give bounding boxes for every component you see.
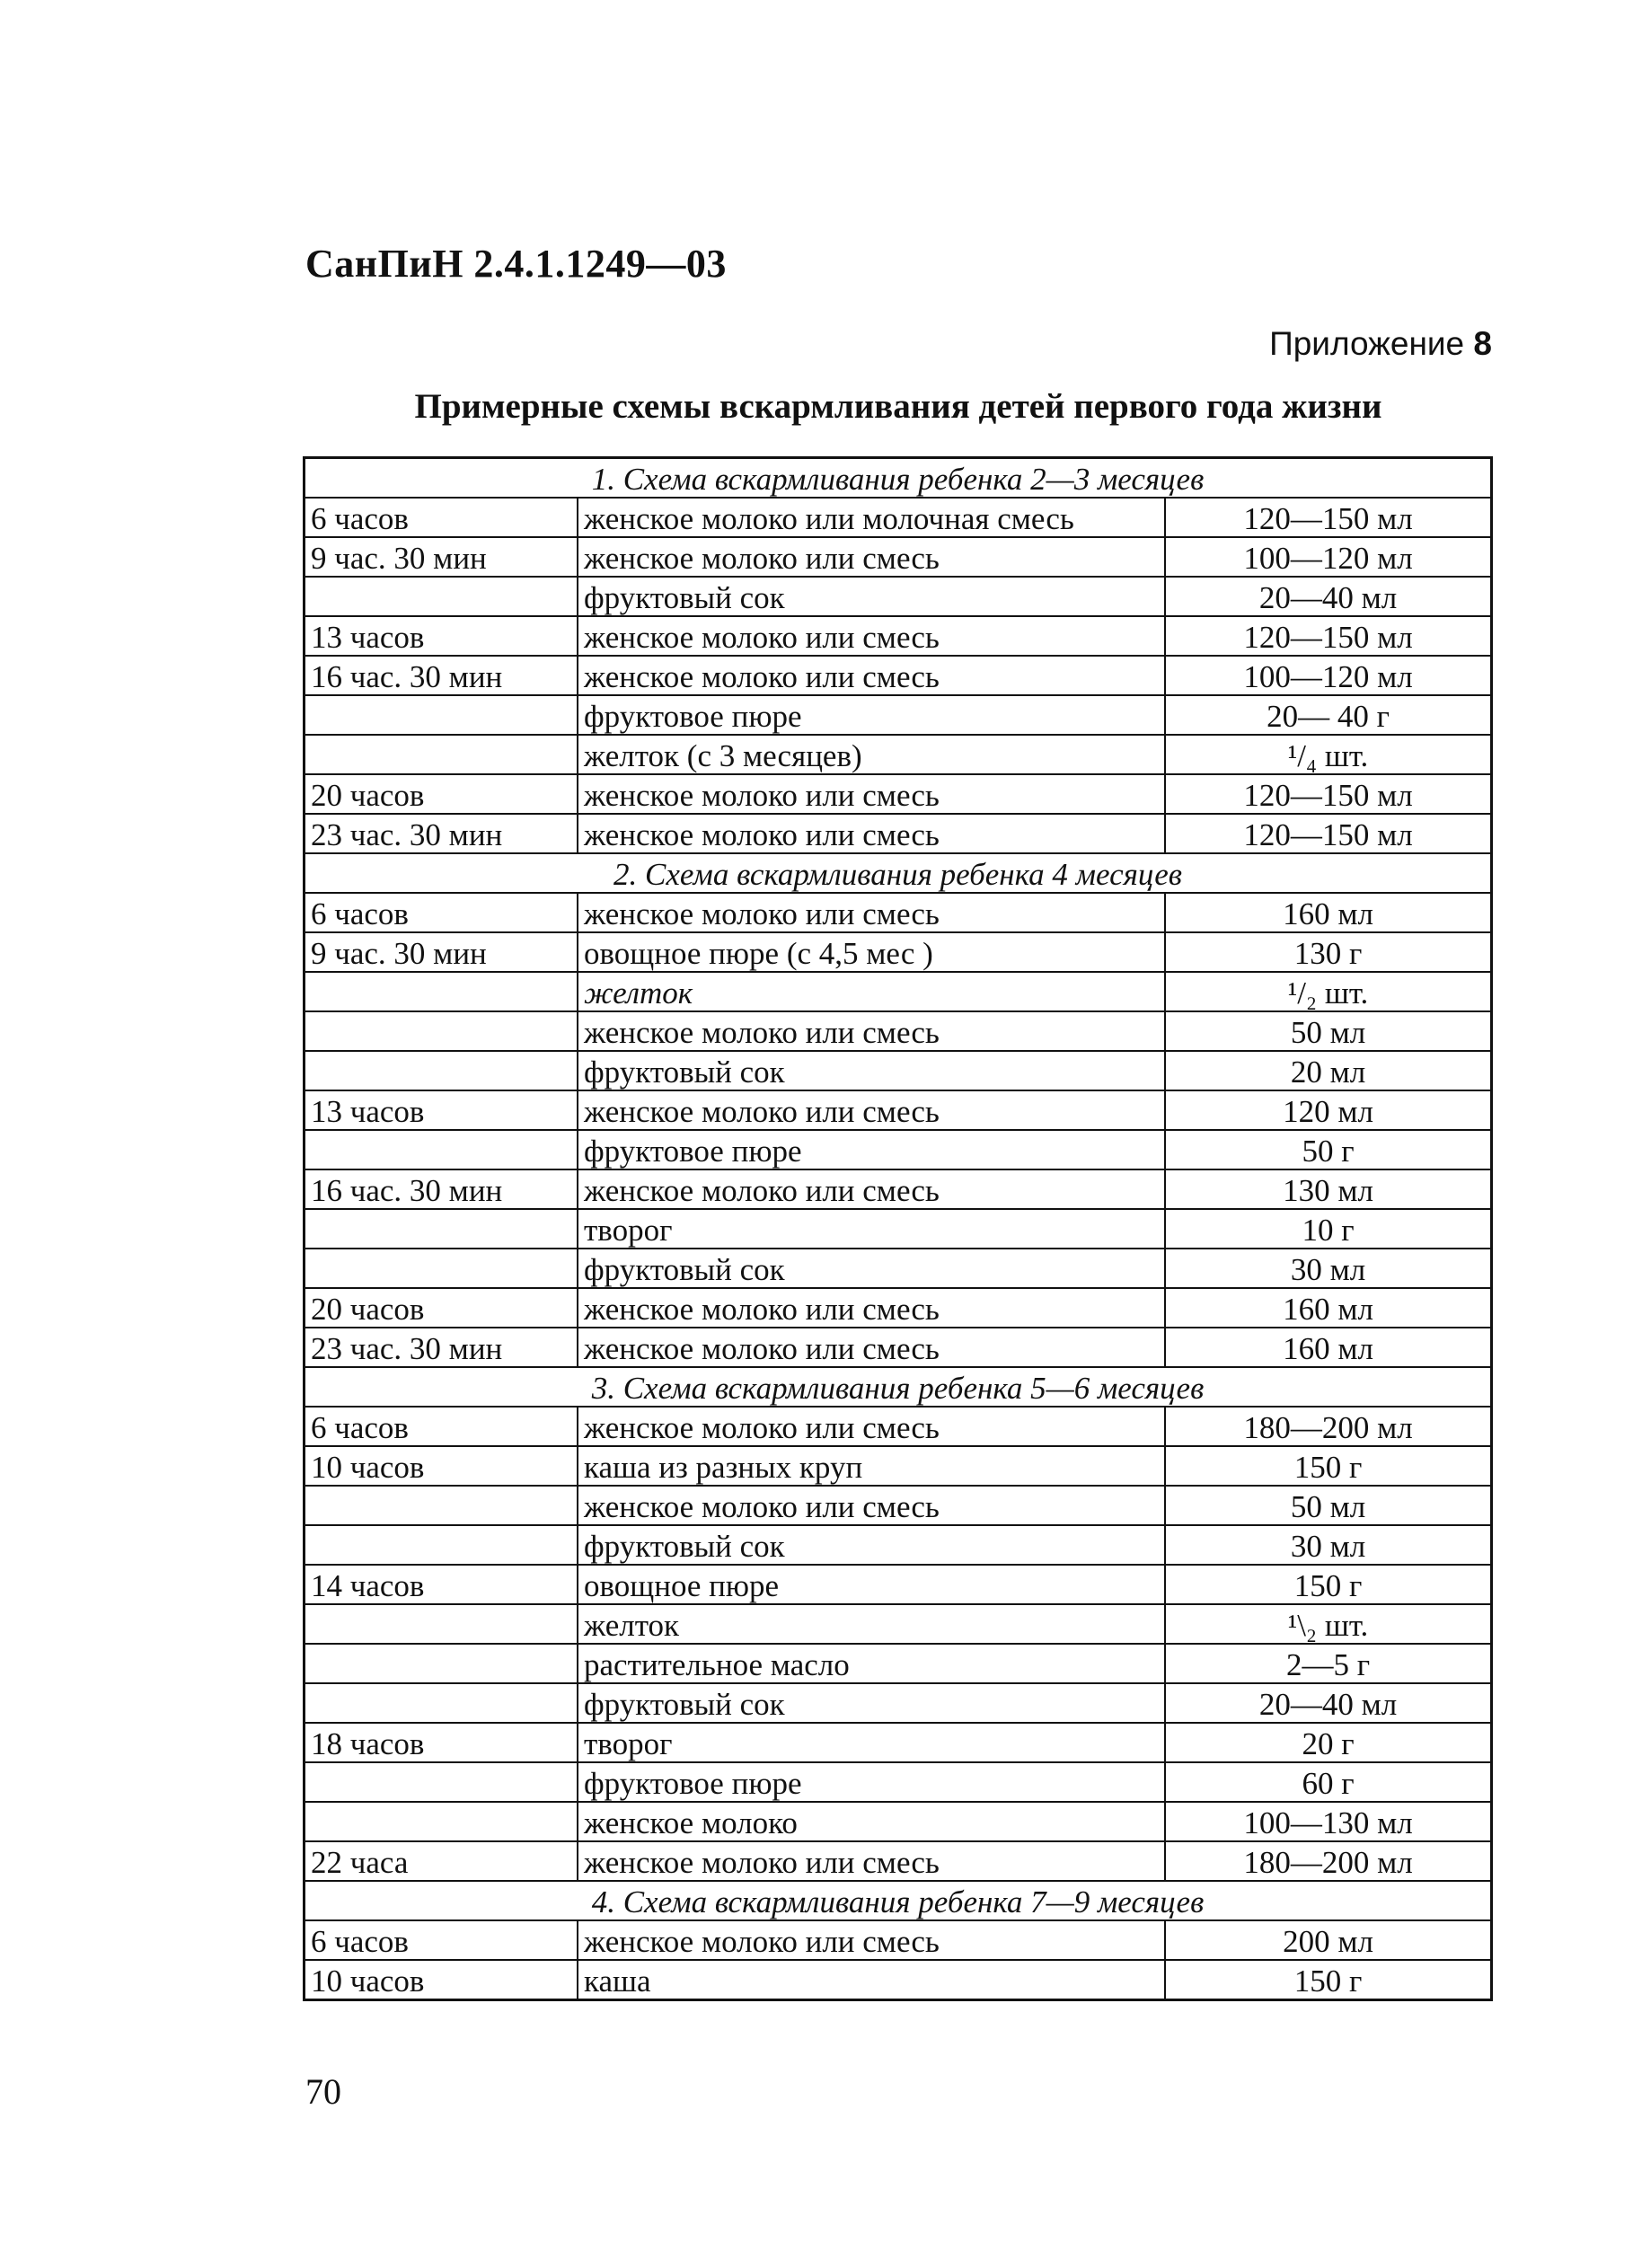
- table-row: [305, 1249, 1492, 1288]
- food-cell: творог: [578, 1723, 1165, 1762]
- time-cell: 6 часов: [305, 1407, 578, 1446]
- time-cell: 18 часов: [305, 1723, 578, 1762]
- section-heading: 2. Схема вскармливания ребенка 4 месяцев: [305, 853, 1492, 893]
- time-cell: 13 часов: [305, 616, 578, 656]
- amount-cell: 130 г: [1165, 932, 1492, 972]
- time-cell: 23 час. 30 мин: [305, 1328, 578, 1367]
- section-heading: 4. Схема вскармливания ребенка 7—9 месяцев: [305, 1881, 1492, 1920]
- table-row: [305, 577, 1492, 616]
- table-row: [305, 1683, 1492, 1723]
- time-cell: 6 часов: [305, 498, 578, 537]
- table-row: [305, 893, 1492, 932]
- amount-cell: 20— 40 г: [1165, 695, 1492, 735]
- food-cell: творог: [578, 1209, 1165, 1249]
- amount-cell: 120—150 мл: [1165, 774, 1492, 814]
- food-cell: желток: [578, 1604, 1165, 1644]
- section-heading-row: [305, 1367, 1492, 1407]
- table-row: [305, 1644, 1492, 1683]
- time-cell: [305, 735, 578, 774]
- food-cell: желток (с 3 месяцев): [578, 735, 1165, 774]
- time-cell: 14 часов: [305, 1565, 578, 1604]
- amount-cell: 100—120 мл: [1165, 537, 1492, 577]
- time-cell: [305, 1209, 578, 1249]
- food-cell: желток: [578, 972, 1165, 1011]
- appendix-label: [1269, 325, 1492, 363]
- amount-cell: 20—40 мл: [1165, 577, 1492, 616]
- amount-cell: 200 мл: [1165, 1920, 1492, 1960]
- amount-cell: 160 мл: [1165, 893, 1492, 932]
- time-cell: [305, 1683, 578, 1723]
- time-cell: 13 часов: [305, 1090, 578, 1130]
- food-cell: женское молоко или смесь: [578, 656, 1165, 695]
- document-header: СанПиН 2.4.1.1249—03: [305, 242, 727, 286]
- section-heading: 1. Схема вскармливания ребенка 2—3 месяцев: [305, 458, 1492, 499]
- time-cell: 9 час. 30 мин: [305, 537, 578, 577]
- section-heading-row: [305, 458, 1492, 499]
- table-row: [305, 735, 1492, 774]
- time-cell: [305, 1249, 578, 1288]
- table-row: [305, 1011, 1492, 1051]
- table-row: [305, 774, 1492, 814]
- amount-cell: 60 г: [1165, 1762, 1492, 1802]
- table-row: [305, 1130, 1492, 1169]
- amount-cell: ¹\₂ шт.: [1165, 1604, 1492, 1644]
- appendix-prefix: Приложение: [1269, 325, 1465, 362]
- time-cell: 6 часов: [305, 893, 578, 932]
- amount-cell: 160 мл: [1165, 1328, 1492, 1367]
- appendix-number: 8: [1473, 325, 1492, 362]
- amount-cell: 180—200 мл: [1165, 1841, 1492, 1881]
- time-cell: [305, 1802, 578, 1841]
- time-cell: 16 час. 30 мин: [305, 1169, 578, 1209]
- time-cell: [305, 1130, 578, 1169]
- time-cell: [305, 695, 578, 735]
- table-row: [305, 1090, 1492, 1130]
- amount-cell: 50 мл: [1165, 1011, 1492, 1051]
- food-cell: каша из разных круп: [578, 1446, 1165, 1486]
- food-cell: женское молоко или смесь: [578, 1328, 1165, 1367]
- page-number: 70: [305, 2071, 341, 2112]
- amount-cell: 20 г: [1165, 1723, 1492, 1762]
- table-row: [305, 537, 1492, 577]
- amount-cell: 20—40 мл: [1165, 1683, 1492, 1723]
- table-row: [305, 1841, 1492, 1881]
- food-cell: каша: [578, 1960, 1165, 2000]
- food-cell: женское молоко или смесь: [578, 893, 1165, 932]
- amount-cell: 120—150 мл: [1165, 616, 1492, 656]
- food-cell: женское молоко или смесь: [578, 1090, 1165, 1130]
- section-heading-row: [305, 853, 1492, 893]
- food-cell: женское молоко или смесь: [578, 1841, 1165, 1881]
- table-row: [305, 1802, 1492, 1841]
- food-cell: женское молоко или смесь: [578, 537, 1165, 577]
- amount-cell: 30 мл: [1165, 1525, 1492, 1565]
- amount-cell: 120—150 мл: [1165, 498, 1492, 537]
- time-cell: [305, 1644, 578, 1683]
- food-cell: женское молоко: [578, 1802, 1165, 1841]
- food-cell: женское молоко или смесь: [578, 814, 1165, 853]
- table-row: [305, 1328, 1492, 1367]
- table-row: [305, 1288, 1492, 1328]
- time-cell: 10 часов: [305, 1446, 578, 1486]
- table-body: [305, 458, 1492, 2000]
- time-cell: 16 час. 30 мин: [305, 656, 578, 695]
- food-cell: женское молоко или смесь: [578, 1920, 1165, 1960]
- table-row: [305, 1051, 1492, 1090]
- time-cell: [305, 577, 578, 616]
- time-cell: 9 час. 30 мин: [305, 932, 578, 972]
- table-row: [305, 1486, 1492, 1525]
- food-cell: фруктовый сок: [578, 1683, 1165, 1723]
- table-row: [305, 1525, 1492, 1565]
- feeding-schedule-table: [303, 456, 1493, 2001]
- food-cell: женское молоко или смесь: [578, 1486, 1165, 1525]
- amount-cell: 120 мл: [1165, 1090, 1492, 1130]
- table-row: [305, 656, 1492, 695]
- table-row: [305, 1960, 1492, 2000]
- food-cell: женское молоко или смесь: [578, 1011, 1165, 1051]
- amount-cell: 150 г: [1165, 1565, 1492, 1604]
- section-heading-row: [305, 1881, 1492, 1920]
- amount-cell: 2—5 г: [1165, 1644, 1492, 1683]
- table-row: [305, 1920, 1492, 1960]
- amount-cell: 130 мл: [1165, 1169, 1492, 1209]
- table-row: [305, 1446, 1492, 1486]
- table-row: [305, 1407, 1492, 1446]
- food-cell: женское молоко или смесь: [578, 1169, 1165, 1209]
- amount-cell: 160 мл: [1165, 1288, 1492, 1328]
- amount-cell: 180—200 мл: [1165, 1407, 1492, 1446]
- time-cell: 20 часов: [305, 1288, 578, 1328]
- time-cell: [305, 1762, 578, 1802]
- table-row: [305, 616, 1492, 656]
- time-cell: [305, 1011, 578, 1051]
- table-row: [305, 498, 1492, 537]
- amount-cell: 50 г: [1165, 1130, 1492, 1169]
- amount-cell: 50 мл: [1165, 1486, 1492, 1525]
- time-cell: 20 часов: [305, 774, 578, 814]
- food-cell: женское молоко или молочная смесь: [578, 498, 1165, 537]
- amount-cell: 10 г: [1165, 1209, 1492, 1249]
- food-cell: женское молоко или смесь: [578, 1407, 1165, 1446]
- table-row: [305, 1169, 1492, 1209]
- food-cell: растительное масло: [578, 1644, 1165, 1683]
- food-cell: овощное пюре (с 4,5 мес ): [578, 932, 1165, 972]
- food-cell: фруктовое пюре: [578, 1130, 1165, 1169]
- amount-cell: 150 г: [1165, 1960, 1492, 2000]
- table-row: [305, 695, 1492, 735]
- page-title: Примерные схемы вскармливания детей первого года жизни: [414, 387, 1382, 426]
- amount-cell: 100—120 мл: [1165, 656, 1492, 695]
- time-cell: [305, 972, 578, 1011]
- table-row: [305, 1762, 1492, 1802]
- amount-cell: 120—150 мл: [1165, 814, 1492, 853]
- table-row: [305, 1565, 1492, 1604]
- table-row: [305, 1604, 1492, 1644]
- time-cell: [305, 1051, 578, 1090]
- section-heading: 3. Схема вскармливания ребенка 5—6 месяцев: [305, 1367, 1492, 1407]
- time-cell: [305, 1486, 578, 1525]
- amount-cell: 30 мл: [1165, 1249, 1492, 1288]
- amount-cell: 100—130 мл: [1165, 1802, 1492, 1841]
- food-cell: женское молоко или смесь: [578, 1288, 1165, 1328]
- time-cell: 22 часа: [305, 1841, 578, 1881]
- time-cell: 6 часов: [305, 1920, 578, 1960]
- table-row: [305, 1723, 1492, 1762]
- table-row: [305, 932, 1492, 972]
- amount-cell: ¹/₂ шт.: [1165, 972, 1492, 1011]
- table-row: [305, 814, 1492, 853]
- food-cell: фруктовый сок: [578, 1249, 1165, 1288]
- food-cell: фруктовый сок: [578, 1525, 1165, 1565]
- food-cell: женское молоко или смесь: [578, 616, 1165, 656]
- time-cell: 23 час. 30 мин: [305, 814, 578, 853]
- table-row: [305, 972, 1492, 1011]
- amount-cell: 20 мл: [1165, 1051, 1492, 1090]
- time-cell: [305, 1525, 578, 1565]
- time-cell: 10 часов: [305, 1960, 578, 2000]
- food-cell: фруктовый сок: [578, 1051, 1165, 1090]
- food-cell: фруктовый сок: [578, 577, 1165, 616]
- amount-cell: ¹/₄ шт.: [1165, 735, 1492, 774]
- food-cell: фруктовое пюре: [578, 1762, 1165, 1802]
- time-cell: [305, 1604, 578, 1644]
- food-cell: овощное пюре: [578, 1565, 1165, 1604]
- food-cell: женское молоко или смесь: [578, 774, 1165, 814]
- food-cell: фруктовое пюре: [578, 695, 1165, 735]
- amount-cell: 150 г: [1165, 1446, 1492, 1486]
- table-row: [305, 1209, 1492, 1249]
